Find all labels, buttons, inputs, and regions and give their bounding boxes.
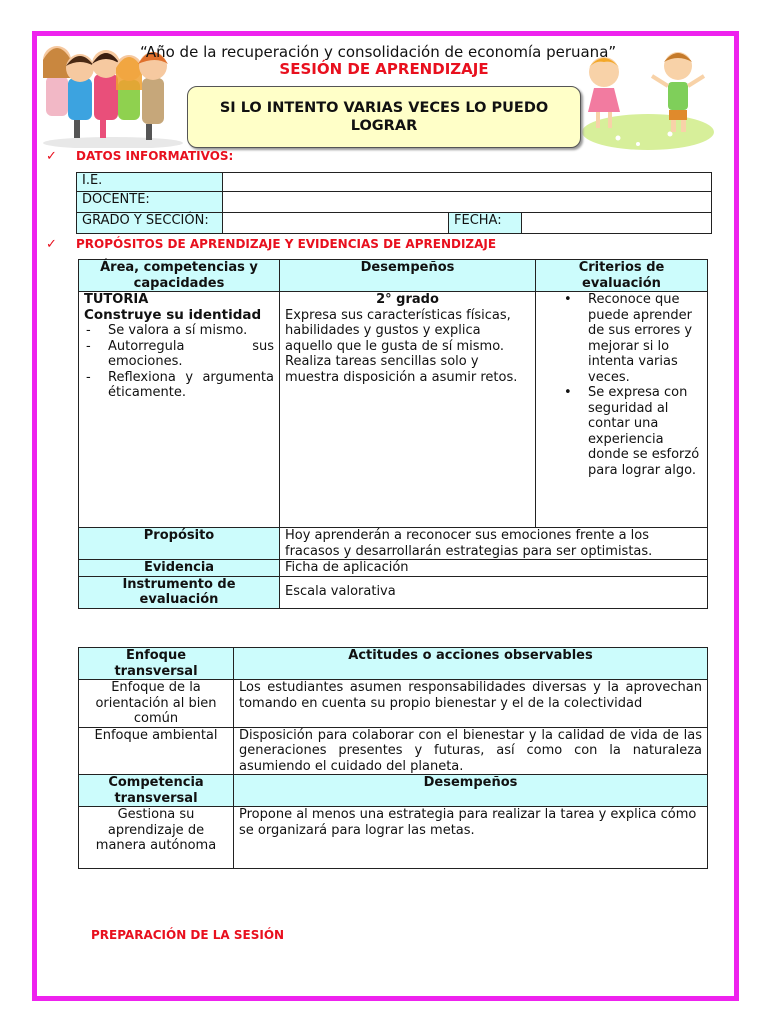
grado-value[interactable] <box>223 213 449 234</box>
criterio-item: • Reconoce que puede aprender de sus errores y mejorar si lo intenta varias veces. <box>588 292 702 385</box>
col-actitudes-header: Actitudes o acciones observables <box>234 648 708 680</box>
area-name: TUTORIA <box>84 292 149 307</box>
enfoque-text: Disposición para colaborar con el bienestar y la calidad de vida de las generaciones presentes y futuras, así como con la naturaleza asumiendo el cuidado del planeta. <box>234 727 708 775</box>
col-area-header: Área, competencias y capacidades <box>79 260 280 292</box>
checkmark-icon: ✓ <box>46 149 57 164</box>
capacidades-list <box>84 323 274 401</box>
propositos-heading-row <box>46 233 496 252</box>
ie-value[interactable] <box>223 173 712 192</box>
col-desempenos-header: Desempeños <box>280 260 536 292</box>
desempeno-text: Expresa sus características físicas, habilidades y gustos y explica aquello que le gusta de sí mismo. Realiza tareas sencillas solo y muestra disposición a asumir retos. <box>285 307 518 385</box>
datos-heading-row <box>46 145 233 164</box>
propositos-table <box>78 259 708 609</box>
enfoque-name: Enfoque ambiental <box>79 727 234 775</box>
enfoque-name: Enfoque de la orientación al bien común <box>79 680 234 728</box>
fecha-value[interactable] <box>522 213 712 234</box>
grado-label: 2° grado <box>376 292 439 307</box>
proposito-label: Propósito <box>79 528 280 560</box>
propositos-heading: PROPÓSITOS DE APRENDIZAJE Y EVIDENCIAS DE APRENDIZAJE <box>76 237 497 251</box>
docente-label: DOCENTE: <box>77 192 223 213</box>
criterios-cell <box>536 292 708 528</box>
datos-heading: DATOS INFORMATIVOS: <box>76 149 234 163</box>
session-label: SESIÓN DE APRENDIZAJE <box>279 60 489 78</box>
col-criterios-header: Criterios de evaluación <box>536 260 708 292</box>
instrumento-text: Escala valorativa <box>280 576 708 608</box>
year-motto: “Año de la recuperación y consolidación de economía peruana” <box>140 43 617 61</box>
enfoque-text: Los estudiantes asumen responsabilidades diversas y la aprovechan tomando en cuenta su propio bienestar y el de la colectividad <box>234 680 708 728</box>
competencia-name: Construye su identidad <box>84 306 262 323</box>
col-competencia-header: Competencia transversal <box>79 775 234 807</box>
capacidad-item: - Se valora a sí mismo. <box>84 323 274 339</box>
checkmark-icon: ✓ <box>46 237 57 252</box>
desempeno-cell <box>280 292 536 528</box>
ie-label: I.E. <box>77 173 223 192</box>
session-title-box <box>187 86 581 148</box>
evidencia-text: Ficha de aplicación <box>280 560 708 577</box>
datos-table <box>76 172 712 234</box>
area-cell <box>79 292 280 528</box>
instrumento-label: Instrumento de evaluación <box>79 576 280 608</box>
preparacion-heading: PREPARACIÓN DE LA SESIÓN <box>91 928 285 942</box>
col-enfoque-header: Enfoque transversal <box>79 648 234 680</box>
session-title: SI LO INTENTO VARIAS VECES LO PUEDO LOGRAR <box>219 100 549 134</box>
enfoques-table <box>78 647 708 869</box>
grado-label: GRADO Y SECCIÓN: <box>77 213 223 234</box>
capacidad-item: - Reflexiona y argumenta éticamente. <box>84 370 274 401</box>
col-desempenos-header: Desempeños <box>234 775 708 807</box>
fecha-label: FECHA: <box>449 213 522 234</box>
criterios-list <box>564 292 702 478</box>
evidencia-label: Evidencia <box>79 560 280 577</box>
competencia-desempeno: Propone al menos una estrategia para realizar la tarea y explica cómo se organizará para lograr las metas. <box>234 807 708 869</box>
capacidad-item: - Autorregula sus emociones. <box>84 339 274 370</box>
docente-value[interactable] <box>223 192 712 213</box>
criterio-item: • Se expresa con seguridad al contar una experiencia donde se esforzó para lograr algo. <box>588 385 702 478</box>
competencia-name: Gestiona su aprendizaje de manera autónoma <box>79 807 234 869</box>
proposito-text: Hoy aprenderán a reconocer sus emociones frente a los fracasos y desarrollarán estrategias para ser optimistas. <box>280 528 708 560</box>
